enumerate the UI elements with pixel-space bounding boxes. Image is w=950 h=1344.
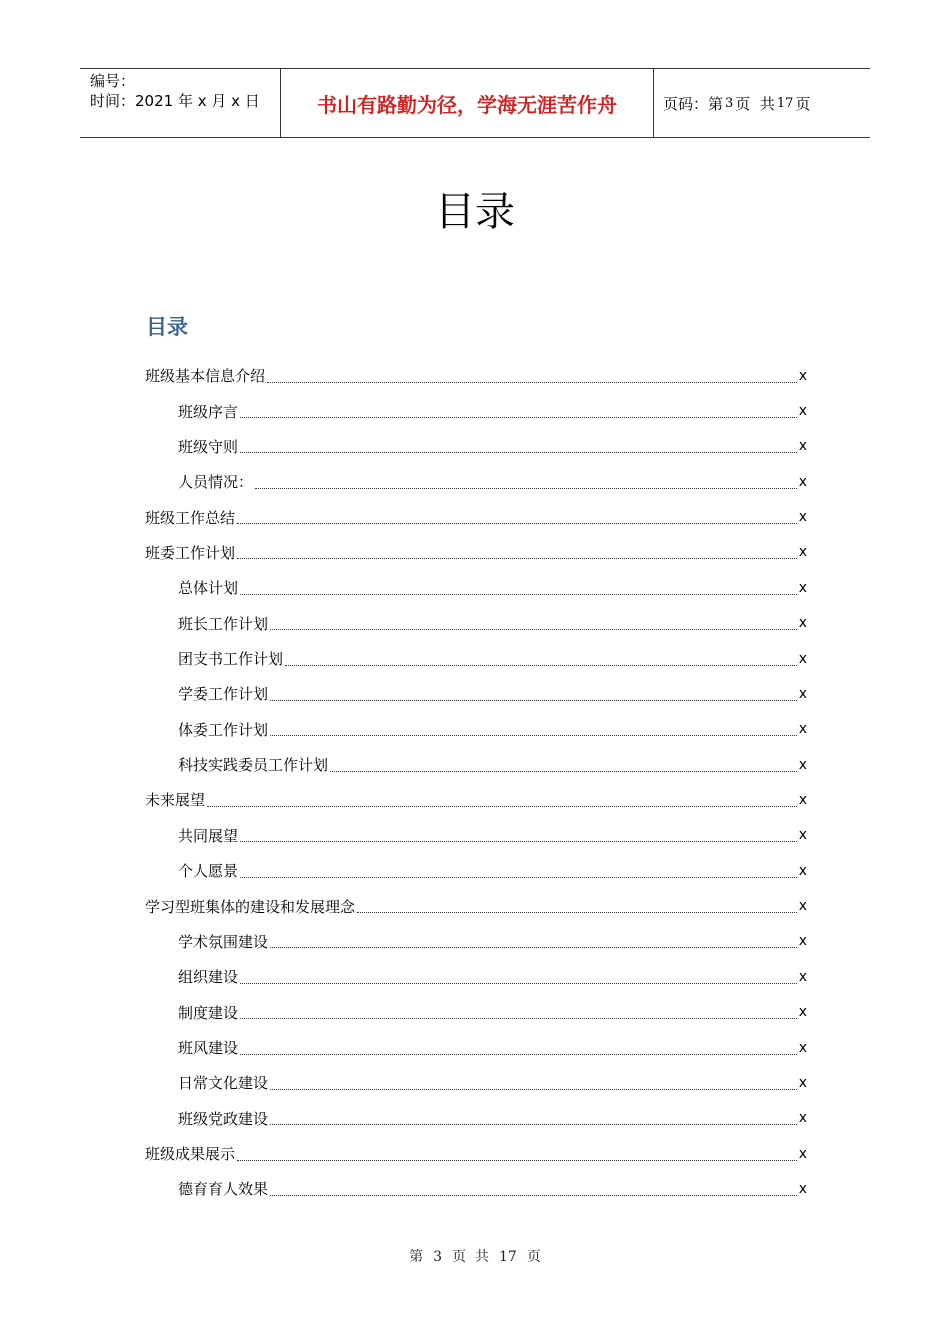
header-motto: 书山有路勤为径，学海无涯苦作舟 xyxy=(281,69,654,137)
toc-entry-page: x xyxy=(798,509,807,526)
toc-entry-label: 班长工作计划 xyxy=(178,614,269,633)
toc-entry-label: 德育育人效果 xyxy=(178,1180,269,1199)
toc-entry-label: 班级基本信息介绍 xyxy=(145,367,266,386)
toc-entry-page: x xyxy=(798,579,807,596)
toc-leader-dots xyxy=(357,911,797,913)
toc-entry[interactable] xyxy=(145,994,807,1029)
toc-leader-dots xyxy=(207,805,797,807)
toc-entry[interactable] xyxy=(145,393,807,428)
toc-entry-page: x xyxy=(798,933,807,950)
toc-entry-label: 班级成果展示 xyxy=(145,1145,236,1164)
toc-entry[interactable] xyxy=(145,606,807,641)
page-header xyxy=(80,68,870,138)
toc-leader-dots xyxy=(237,1159,797,1161)
toc-entry-page: x xyxy=(798,756,807,773)
toc-entry-label: 学术氛围建设 xyxy=(178,932,269,951)
toc-entry-label: 组织建设 xyxy=(178,968,239,987)
toc-entry-page: x xyxy=(798,791,807,808)
toc-entry[interactable] xyxy=(145,959,807,994)
toc-entry-label: 班级工作总结 xyxy=(145,508,236,527)
toc-leader-dots xyxy=(270,1123,797,1125)
toc-entry-page: x xyxy=(798,1039,807,1056)
number-label: 编号： xyxy=(90,72,136,90)
toc-entry[interactable] xyxy=(145,358,807,393)
header-page-total: 17 xyxy=(776,95,794,111)
toc-entry[interactable] xyxy=(145,1030,807,1065)
toc-entry[interactable] xyxy=(145,1171,807,1206)
footer-current: 3 xyxy=(433,1249,443,1265)
toc-entry[interactable] xyxy=(145,853,807,888)
footer-mid: 页 共 xyxy=(452,1249,489,1265)
toc-leader-dots xyxy=(240,876,797,878)
toc-entry[interactable] xyxy=(145,676,807,711)
toc-entry-page: x xyxy=(798,827,807,844)
toc-entry-label: 人员情况： xyxy=(178,473,254,492)
toc-entry-page: x xyxy=(798,898,807,915)
toc-entry-page: x xyxy=(798,968,807,985)
header-page-current: 3 xyxy=(725,95,734,111)
toc-entry-page: x xyxy=(798,721,807,738)
toc-entry-label: 总体计划 xyxy=(178,579,239,598)
table-of-contents xyxy=(145,358,807,1207)
header-page-info xyxy=(654,69,870,137)
toc-entry-page: x xyxy=(798,403,807,420)
toc-entry-page: x xyxy=(798,367,807,384)
toc-entry-page: x xyxy=(798,650,807,667)
toc-entry[interactable] xyxy=(145,888,807,923)
toc-entry-label: 班委工作计划 xyxy=(145,543,236,562)
toc-entry-page: x xyxy=(798,1074,807,1091)
toc-leader-dots xyxy=(267,381,797,383)
toc-leader-dots xyxy=(270,1194,797,1196)
toc-leader-dots xyxy=(330,770,797,772)
toc-entry[interactable] xyxy=(145,429,807,464)
toc-leader-dots xyxy=(240,982,797,984)
toc-leader-dots xyxy=(240,1017,797,1019)
toc-leader-dots xyxy=(270,734,797,736)
toc-leader-dots xyxy=(240,416,797,418)
page-footer xyxy=(0,1246,950,1266)
toc-entry-page: x xyxy=(798,615,807,632)
toc-leader-dots xyxy=(255,487,797,489)
toc-entry[interactable] xyxy=(145,747,807,782)
toc-leader-dots xyxy=(240,840,797,842)
toc-entry-page: x xyxy=(798,1004,807,1021)
toc-entry-label: 未来展望 xyxy=(145,791,206,810)
toc-entry[interactable] xyxy=(145,570,807,605)
time-label: 时间：2021 年 x 月 x 日 xyxy=(90,92,260,110)
toc-entry[interactable] xyxy=(145,712,807,747)
toc-entry[interactable] xyxy=(145,464,807,499)
toc-leader-dots xyxy=(270,946,797,948)
toc-entry-page: x xyxy=(798,438,807,455)
toc-entry-label: 团支书工作计划 xyxy=(178,650,284,669)
toc-leader-dots xyxy=(270,1088,797,1090)
toc-entry[interactable] xyxy=(145,641,807,676)
toc-entry-label: 学习型班集体的建设和发展理念 xyxy=(145,897,356,916)
toc-entry[interactable] xyxy=(145,1136,807,1171)
toc-entry-label: 日常文化建设 xyxy=(178,1074,269,1093)
toc-entry-label: 体委工作计划 xyxy=(178,720,269,739)
footer-total: 17 xyxy=(499,1249,517,1265)
header-page-mid: 页 共 xyxy=(735,94,775,113)
toc-entry-page: x xyxy=(798,473,807,490)
toc-entry[interactable] xyxy=(145,499,807,534)
toc-leader-dots xyxy=(270,699,797,701)
toc-entry-page: x xyxy=(798,1110,807,1127)
toc-leader-dots xyxy=(240,1053,797,1055)
toc-entry-label: 班级序言 xyxy=(178,402,239,421)
toc-entry[interactable] xyxy=(145,818,807,853)
toc-entry-label: 制度建设 xyxy=(178,1003,239,1022)
toc-entry-page: x xyxy=(798,862,807,879)
footer-prefix: 第 xyxy=(409,1249,424,1265)
footer-suffix: 页 xyxy=(526,1249,541,1265)
toc-entry-label: 个人愿景 xyxy=(178,862,239,881)
toc-entry-label: 学委工作计划 xyxy=(178,685,269,704)
toc-entry[interactable] xyxy=(145,1101,807,1136)
toc-entry[interactable] xyxy=(145,535,807,570)
toc-leader-dots xyxy=(237,522,797,524)
page-title: 目录 xyxy=(435,189,515,235)
toc-leader-dots xyxy=(240,451,797,453)
toc-entry-label: 科技实践委员工作计划 xyxy=(178,756,329,775)
toc-entry-page: x xyxy=(798,544,807,561)
toc-entry-label: 班级党政建设 xyxy=(178,1109,269,1128)
toc-entry[interactable] xyxy=(145,782,807,817)
toc-entry[interactable] xyxy=(145,924,807,959)
toc-leader-dots xyxy=(285,664,797,666)
toc-entry-page: x xyxy=(798,1180,807,1197)
toc-leader-dots xyxy=(237,557,797,559)
toc-entry-page: x xyxy=(798,685,807,702)
header-page-prefix: 页码：第 xyxy=(663,94,724,113)
toc-heading: 目录 xyxy=(146,315,188,339)
toc-entry[interactable] xyxy=(145,1065,807,1100)
header-page-suffix: 页 xyxy=(795,94,811,113)
toc-entry-label: 班级守则 xyxy=(178,437,239,456)
toc-leader-dots xyxy=(270,628,797,630)
header-meta xyxy=(80,69,281,137)
toc-entry-page: x xyxy=(798,1145,807,1162)
toc-entry-label: 共同展望 xyxy=(178,826,239,845)
toc-leader-dots xyxy=(240,593,797,595)
toc-entry-label: 班风建设 xyxy=(178,1039,239,1057)
